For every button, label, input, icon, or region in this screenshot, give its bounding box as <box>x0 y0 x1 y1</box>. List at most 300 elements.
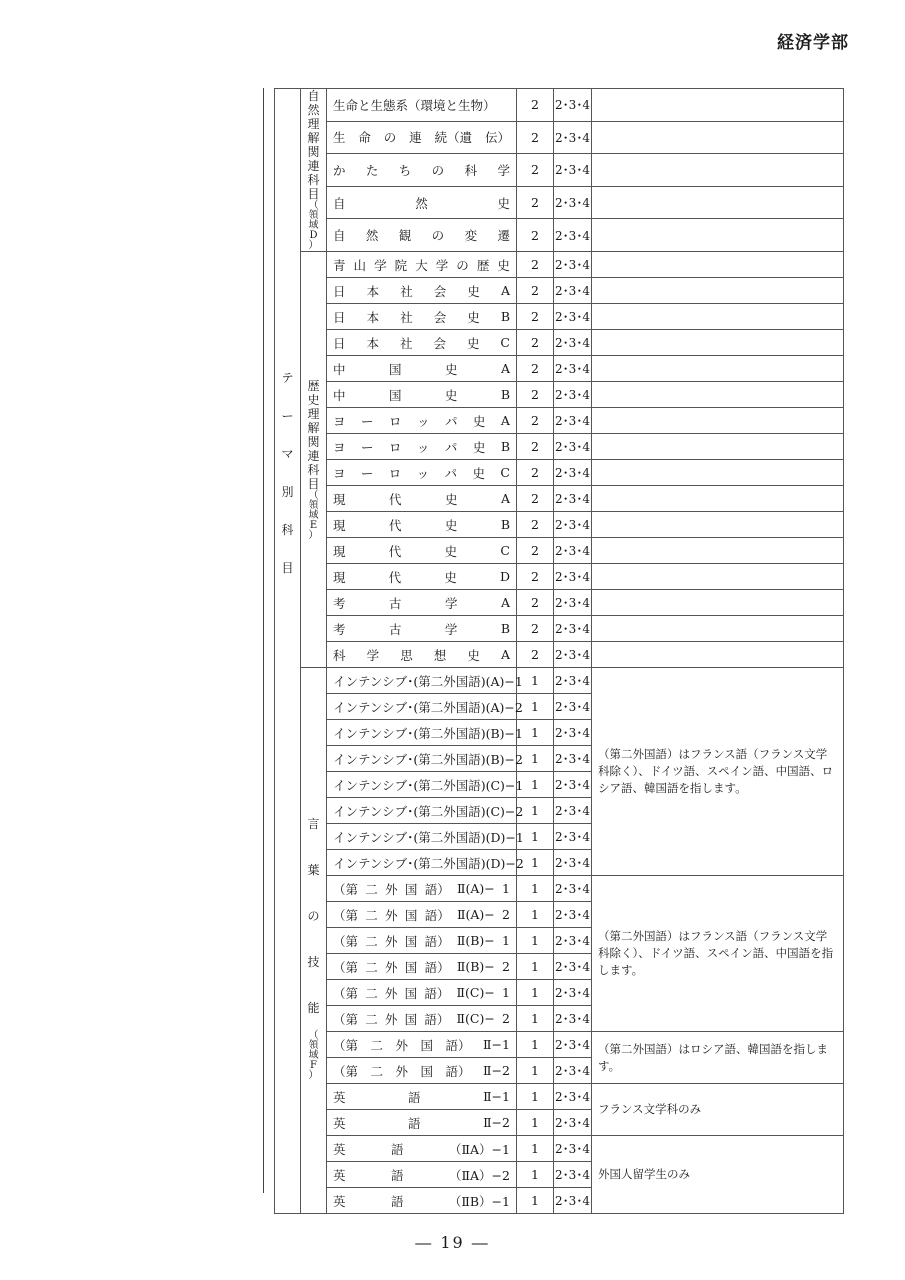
course-name <box>327 798 524 824</box>
course-name-part: 語 <box>391 1141 404 1157</box>
course-name-part: 史 <box>444 543 458 559</box>
course-name-part: 本 <box>366 309 380 325</box>
course-name <box>327 356 517 382</box>
years-cell: 2･3･4 <box>554 219 592 252</box>
credits-cell: 1 <box>517 1162 554 1188</box>
years-cell: 2･3･4 <box>554 616 592 642</box>
years-cell: 2･3･4 <box>554 694 592 720</box>
table-row <box>275 186 844 219</box>
credits-cell: 1 <box>517 824 554 850</box>
course-name <box>327 154 517 187</box>
course-name <box>327 434 517 460</box>
credits-cell: 1 <box>517 720 554 746</box>
years-cell: 2･3･4 <box>554 1110 592 1136</box>
course-name-part: 史 <box>444 491 458 507</box>
course-name-part: ー <box>360 439 374 455</box>
course-name-part: 外 <box>385 959 398 975</box>
note-cell-empty <box>592 538 844 564</box>
course-name-part: B <box>500 387 510 402</box>
table-row <box>275 1084 844 1110</box>
course-name-part: 国 <box>420 1063 434 1079</box>
table-row <box>275 1136 844 1162</box>
area-label-char: 関 <box>307 145 320 159</box>
course-name-part: 日 <box>333 335 346 351</box>
course-name <box>327 89 517 122</box>
course-name-part: 英 <box>333 1193 346 1209</box>
course-name <box>327 1006 517 1032</box>
course-name <box>327 512 517 538</box>
course-name-part: （ⅡA）−2 <box>449 1167 510 1183</box>
credits-cell: 2 <box>517 154 554 187</box>
credits-cell: 2 <box>517 278 554 304</box>
course-name-part: 外 <box>385 881 398 897</box>
course-name-part: （第 <box>333 1011 359 1027</box>
note-cell-empty <box>592 330 844 356</box>
course-name-part: 外 <box>384 1011 398 1027</box>
course-name-part: 二 <box>365 907 378 923</box>
note-cell-empty <box>592 616 844 642</box>
credits-cell: 2 <box>517 186 554 219</box>
credits-cell: 1 <box>517 668 554 694</box>
area-label-suffix-char: （ <box>308 1029 319 1041</box>
course-name-part: 学 <box>497 162 510 178</box>
credits-cell: 2 <box>517 356 554 382</box>
course-name <box>327 1162 517 1188</box>
years-cell: 2･3･4 <box>554 252 592 278</box>
area-label-char: 史 <box>307 392 320 407</box>
course-name-part: インテンシブ･(第二外国語)(B)−1 <box>333 725 523 741</box>
years-cell: 2･3･4 <box>554 121 592 154</box>
years-cell: 2･3･4 <box>554 1084 592 1110</box>
course-name-part: 学 <box>444 621 458 637</box>
course-name-part: Ⅱ(A)− <box>456 907 495 922</box>
credits-cell: 2 <box>517 252 554 278</box>
note-cell-empty <box>592 154 844 187</box>
course-name-part: 命 <box>358 130 371 146</box>
course-name-part: 現 <box>333 569 346 585</box>
area-label-char: 解 <box>307 420 320 435</box>
course-name-part: インテンシブ･(第二外国語)(A)−2 <box>333 699 523 715</box>
course-name <box>327 121 517 154</box>
course-name-part: 1 <box>502 933 510 948</box>
credits-cell: 2 <box>517 330 554 356</box>
note-cell-empty <box>592 121 844 154</box>
credits-cell: 1 <box>517 1084 554 1110</box>
course-name <box>327 382 517 408</box>
course-name <box>327 1188 517 1214</box>
credits-cell: 2 <box>517 219 554 252</box>
table-row <box>275 616 844 642</box>
area-label-suffix-char: （ <box>308 200 319 211</box>
credits-cell: 2 <box>517 616 554 642</box>
course-name-part: 語） <box>424 933 450 949</box>
course-name-part: 二 <box>370 1063 384 1079</box>
course-name <box>327 538 517 564</box>
course-name <box>327 928 517 954</box>
course-name-part: 2 <box>502 959 510 974</box>
course-name-part: 思 <box>400 647 413 663</box>
course-name-part: B <box>500 517 510 532</box>
course-name <box>327 824 524 850</box>
credits-cell: 1 <box>517 694 554 720</box>
course-name-part: 古 <box>388 595 402 611</box>
course-name-part: 二 <box>365 985 378 1001</box>
credits-cell: 1 <box>517 1032 554 1058</box>
table-row <box>275 1032 844 1058</box>
area-label-char: 科 <box>307 462 320 477</box>
course-name-part: 英 <box>333 1089 346 1105</box>
course-name-part: 代 <box>388 569 402 585</box>
note-cell: 外国人留学生のみ <box>592 1136 844 1214</box>
note-cell-empty <box>592 590 844 616</box>
table-row <box>275 486 844 512</box>
credits-cell: 2 <box>517 590 554 616</box>
note-cell-empty <box>592 642 844 668</box>
years-cell: 2･3･4 <box>554 902 592 928</box>
course-name-part: 語） <box>424 907 450 923</box>
course-name-part: ち <box>398 162 412 178</box>
table-row <box>275 356 844 382</box>
theme-label-char: 目 <box>281 561 294 575</box>
credits-cell: 2 <box>517 434 554 460</box>
course-name-part: （第 <box>333 1063 359 1079</box>
course-name-part: （ⅡB）−1 <box>448 1193 510 1209</box>
course-name-part: 科 <box>333 647 346 663</box>
years-cell: 2･3･4 <box>554 642 592 668</box>
course-name-part: 語 <box>390 1193 404 1209</box>
course-name-part: 想 <box>433 647 447 663</box>
course-name <box>327 330 517 356</box>
course-name-part: 語） <box>424 959 450 975</box>
note-cell-empty <box>592 304 844 330</box>
course-name <box>327 590 517 616</box>
area-label-char: 理 <box>307 117 320 131</box>
course-name-part: 現 <box>333 543 346 559</box>
course-name-part: 語 <box>408 1115 421 1131</box>
course-name-part: Ⅱ(A)− <box>456 881 495 896</box>
table-row <box>275 154 844 187</box>
course-name-part: 会 <box>433 309 447 325</box>
course-name-part: 1 <box>502 985 510 1000</box>
course-name-part: 外 <box>385 907 398 923</box>
credits-cell: 1 <box>517 798 554 824</box>
course-name <box>327 616 517 642</box>
course-name-part: 然 <box>365 228 379 244</box>
course-name-part: パ <box>444 439 458 455</box>
credits-cell: 1 <box>517 954 554 980</box>
course-name-part: （第 <box>333 881 359 897</box>
note-cell-empty <box>592 278 844 304</box>
course-name-part: 中 <box>333 387 346 403</box>
credits-cell: 2 <box>517 486 554 512</box>
course-name-part: 自 <box>333 228 346 244</box>
course-name-part: 語） <box>445 1063 471 1079</box>
table-row <box>275 121 844 154</box>
table-row <box>275 408 844 434</box>
course-name <box>327 408 517 434</box>
course-name <box>327 642 517 668</box>
years-cell: 2･3･4 <box>554 798 592 824</box>
course-name-part: 伝） <box>484 130 510 146</box>
course-name-part: 史 <box>444 569 457 585</box>
course-name-part: 大 <box>415 257 428 273</box>
course-name-part: 変 <box>464 228 478 244</box>
course-name-part: 学 <box>366 647 380 663</box>
course-name-part: （第 <box>333 959 359 975</box>
course-name-part: Ⅱ−2 <box>483 1115 510 1130</box>
course-name <box>327 720 523 746</box>
area-label-char: 目 <box>307 187 320 201</box>
years-cell: 2･3･4 <box>554 356 592 382</box>
course-name-part: A <box>500 491 510 506</box>
table-row <box>275 876 844 902</box>
course-name-part: ッ <box>416 439 430 455</box>
course-name-part: （ⅡA）−1 <box>449 1141 510 1157</box>
table-row <box>275 512 844 538</box>
years-cell: 2･3･4 <box>554 980 592 1006</box>
course-name-part: ヨ <box>333 439 346 455</box>
note-cell-empty <box>592 219 844 252</box>
course-name <box>327 954 517 980</box>
course-name-part: 史 <box>472 465 485 481</box>
course-name-part: C <box>500 543 510 558</box>
course-name-part: 史 <box>472 439 486 455</box>
course-name-part: インテンシブ･(第二外国語)(C)−2 <box>333 803 524 819</box>
course-name <box>327 772 524 798</box>
course-name <box>327 186 517 219</box>
years-cell: 2･3･4 <box>554 460 592 486</box>
table-row <box>275 434 844 460</box>
area-label-char: 然 <box>307 103 320 117</box>
course-name-part: 会 <box>433 335 446 351</box>
course-name <box>327 486 517 512</box>
area-label-char: の <box>307 908 320 923</box>
course-name-part: 本 <box>366 335 379 351</box>
course-name <box>327 252 517 278</box>
note-cell-empty <box>592 356 844 382</box>
course-name-part: 史 <box>444 387 458 403</box>
course-name-part: 本 <box>366 283 380 299</box>
course-name-part: 史 <box>497 257 510 273</box>
credits-cell: 1 <box>517 876 554 902</box>
course-name-part: ッ <box>416 465 430 481</box>
table-row <box>275 460 844 486</box>
course-name-part: 国 <box>404 907 418 923</box>
area-label-suffix-char: 域 <box>308 1049 319 1061</box>
course-name-part: A <box>500 361 510 376</box>
course-name-part: 史 <box>467 647 480 663</box>
area-label-char: 目 <box>307 476 320 491</box>
course-name <box>327 980 517 1006</box>
course-name-part: （第 <box>333 985 359 1001</box>
credits-cell: 1 <box>517 902 554 928</box>
course-name-part: 学 <box>374 257 387 273</box>
course-name-part: ロ <box>388 413 402 429</box>
course-name-part: B <box>500 621 510 636</box>
course-name-part: 二 <box>365 881 378 897</box>
course-name-part: パ <box>444 413 458 429</box>
course-name-part: 二 <box>365 959 378 975</box>
course-name <box>327 902 517 928</box>
course-name-part: 英 <box>333 1167 346 1183</box>
course-name-part: 二 <box>365 933 378 949</box>
course-name-part: 語 <box>391 1167 404 1183</box>
course-name-part: Ⅱ(C)− <box>456 1011 495 1026</box>
course-name-part: 外 <box>385 933 398 949</box>
course-name-part: 続（遺 <box>434 130 473 146</box>
margin-rule <box>263 88 264 1193</box>
credits-cell: 1 <box>517 746 554 772</box>
course-name-part: Ⅱ−2 <box>483 1063 510 1078</box>
course-name-part: 学 <box>435 257 449 273</box>
course-name-part: （第 <box>333 1037 359 1053</box>
course-name-part: 生命と生態系（環境と生物） <box>333 97 496 113</box>
years-cell: 2･3･4 <box>554 486 592 512</box>
note-cell-empty <box>592 564 844 590</box>
course-name-part: A <box>500 647 510 662</box>
course-name-part: Ⅱ(C)− <box>456 985 495 1000</box>
years-cell: 2･3･4 <box>554 668 592 694</box>
course-name-part: B <box>500 439 510 454</box>
credits-cell: 1 <box>517 772 554 798</box>
course-name-part: 代 <box>388 517 402 533</box>
table-row <box>275 330 844 356</box>
years-cell: 2･3･4 <box>554 876 592 902</box>
course-name-part: 国 <box>404 985 418 1001</box>
course-name-part: 二 <box>370 1037 384 1053</box>
area-label-char: 解 <box>307 131 320 145</box>
course-name-part: 外 <box>395 1037 409 1053</box>
course-name-part: 国 <box>404 959 418 975</box>
course-name-part: 山 <box>353 257 367 273</box>
course-name <box>327 668 523 694</box>
course-name-part: Ⅱ−1 <box>483 1037 510 1052</box>
department-title: 経済学部 <box>777 33 849 53</box>
note-cell-empty <box>592 486 844 512</box>
note-cell-empty <box>592 186 844 219</box>
note-cell-empty <box>592 512 844 538</box>
course-name-part: 科 <box>464 162 478 178</box>
credits-cell: 2 <box>517 382 554 408</box>
theme-label-char: 別 <box>281 485 294 499</box>
years-cell: 2･3･4 <box>554 1006 592 1032</box>
course-name-part: 考 <box>333 621 346 637</box>
credits-cell: 1 <box>517 928 554 954</box>
credits-cell: 1 <box>517 1006 554 1032</box>
years-cell: 2･3･4 <box>554 1162 592 1188</box>
course-name-part: D <box>499 569 510 584</box>
years-cell: 2･3･4 <box>554 954 592 980</box>
course-name <box>327 694 523 720</box>
years-cell: 2･3･4 <box>554 564 592 590</box>
course-name <box>327 460 517 486</box>
area-label-suffix-char: D <box>309 230 318 241</box>
course-name-part: Ⅱ(B)− <box>456 959 495 974</box>
area-label-char: 葉 <box>307 862 320 877</box>
course-name-part: 代 <box>388 543 402 559</box>
years-cell: 2･3･4 <box>554 1188 592 1214</box>
course-name <box>327 1032 517 1058</box>
course-name-part: Ⅱ−1 <box>483 1089 510 1104</box>
course-name <box>327 564 517 590</box>
area-label-char: 自 <box>307 89 320 103</box>
course-name-part: 国 <box>388 361 402 377</box>
theme-label-cell <box>275 89 301 1214</box>
course-name-part: 国 <box>404 933 418 949</box>
course-name-part: ッ <box>416 413 430 429</box>
note-cell-empty <box>592 89 844 122</box>
theme-label-char: テ <box>281 371 294 385</box>
course-name <box>327 1058 517 1084</box>
credits-cell: 1 <box>517 1188 554 1214</box>
years-cell: 2･3･4 <box>554 1032 592 1058</box>
table-row <box>275 278 844 304</box>
area-label-suffix-char: 域 <box>308 220 319 231</box>
course-name-part: 2 <box>502 1011 510 1026</box>
course-name-part: 社 <box>400 283 413 299</box>
course-name-part: ロ <box>388 465 402 481</box>
course-name-part: 社 <box>400 309 413 325</box>
course-name-part: 国 <box>388 387 402 403</box>
course-table <box>274 88 844 1214</box>
note-cell: フランス文学科のみ <box>592 1084 844 1136</box>
table-row <box>275 89 844 122</box>
course-name-part: インテンシブ･(第二外国語)(D)−1 <box>333 829 524 845</box>
area-label-char: 言 <box>307 816 320 831</box>
credits-cell: 2 <box>517 642 554 668</box>
area-label-cell <box>301 668 327 1214</box>
course-name-part: 史 <box>444 517 458 533</box>
area-label-cell <box>301 252 327 668</box>
area-label-suffix-char: ） <box>308 240 319 251</box>
area-label-suffix-char: （ <box>308 489 319 501</box>
area-label-suffix-char: E <box>309 519 318 531</box>
theme-label-char: マ <box>281 447 294 461</box>
credits-cell: 2 <box>517 460 554 486</box>
years-cell: 2･3･4 <box>554 1058 592 1084</box>
note-cell-empty <box>592 408 844 434</box>
course-name-part: 代 <box>388 491 402 507</box>
credits-cell: 2 <box>517 408 554 434</box>
course-name-part: 史 <box>466 335 480 351</box>
course-name-part: 史 <box>444 361 458 377</box>
table-row <box>275 590 844 616</box>
credits-cell: 2 <box>517 89 554 122</box>
course-name-part: B <box>500 309 510 324</box>
course-name-part: C <box>500 465 510 480</box>
course-name-part: た <box>365 162 379 178</box>
years-cell: 2･3･4 <box>554 382 592 408</box>
table-row <box>275 219 844 252</box>
course-name <box>327 1110 517 1136</box>
course-name-part: インテンシブ･(第二外国語)(A)−1 <box>333 673 523 689</box>
course-name-part: インテンシブ･(第二外国語)(B)−2 <box>333 751 523 767</box>
course-name-part: インテンシブ･(第二外国語)(D)−2 <box>333 855 524 871</box>
table-row <box>275 668 844 694</box>
years-cell: 2･3･4 <box>554 538 592 564</box>
table-row <box>275 642 844 668</box>
course-name-part: 会 <box>433 283 447 299</box>
course-name-part: 現 <box>333 491 346 507</box>
course-name-part: の <box>431 162 445 178</box>
course-name-part: 然 <box>415 195 428 211</box>
years-cell: 2･3･4 <box>554 408 592 434</box>
area-label-char: 科 <box>307 173 320 187</box>
course-name-part: A <box>500 413 510 428</box>
course-name-part: ヨ <box>333 465 346 481</box>
credits-cell: 1 <box>517 1110 554 1136</box>
course-name-part: 国 <box>404 881 418 897</box>
